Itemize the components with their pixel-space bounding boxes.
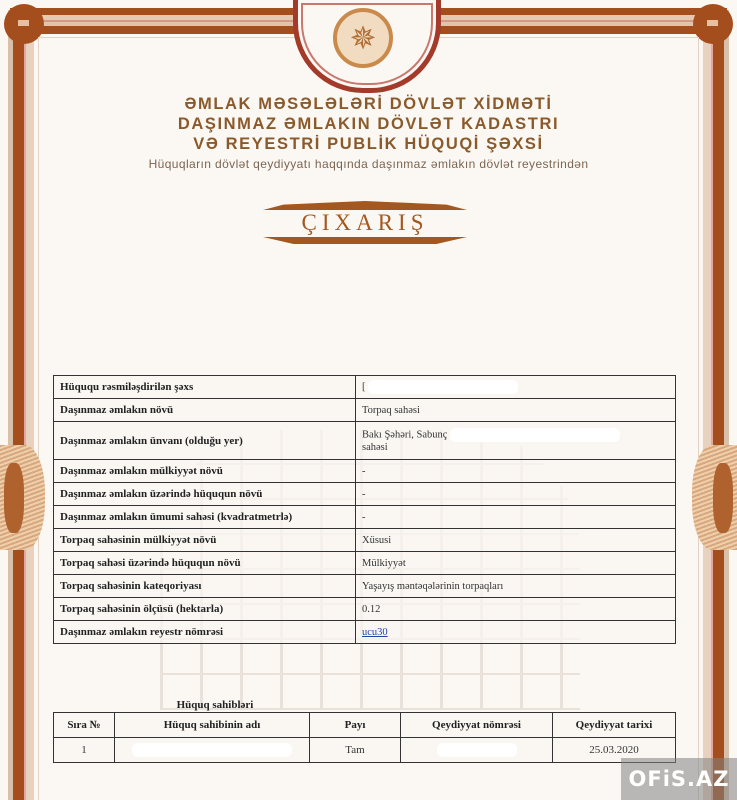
row-label: Daşınmaz əmlakın reyestr nömrəsi: [54, 621, 356, 644]
property-info-table: [53, 375, 676, 644]
column-header-reg-date: Qeydiyyat tarixi: [553, 713, 676, 738]
row-value: Yaşayış məntəqələrinin torpaqları: [356, 575, 676, 598]
header-line-3: VƏ REYESTRİ PUBLİK HÜQUQİ ŞƏXSİ: [193, 135, 544, 153]
header-line-2: DAŞINMAZ ƏMLAKIN DÖVLƏT KADASTRI: [177, 115, 560, 133]
side-medallion-right-icon: [692, 445, 737, 550]
table-row: [54, 575, 676, 598]
row-label: Torpaq sahəsinin kateqoriyası: [54, 575, 356, 598]
row-label: Hüququ rəsmiləşdirilən şəxs: [54, 376, 356, 399]
state-emblem-icon: ✵: [333, 8, 393, 68]
header-line-1: ƏMLAK MƏSƏLƏLƏRİ DÖVLƏT XİDMƏTİ: [184, 95, 553, 113]
column-header-reg-number: Qeydiyyat nömrəsi: [401, 713, 553, 738]
owners-caption: Hüquq sahibləri: [176, 699, 254, 711]
corner-rosette-icon: [693, 4, 733, 44]
document-title-banner: [263, 196, 467, 246]
row-label: Torpaq sahəsinin mülkiyyət növü: [54, 529, 356, 552]
table-row: [54, 598, 676, 621]
row-value: [356, 621, 676, 644]
owner-reg-date: 25.03.2020: [553, 738, 676, 763]
table-row: [54, 376, 676, 399]
row-value: 0.12: [356, 598, 676, 621]
row-label: Daşınmaz əmlakın ünvanı (olduğu yer): [54, 422, 356, 460]
table-row: [54, 621, 676, 644]
table-row: [54, 738, 676, 763]
table-row: [54, 506, 676, 529]
column-header-share: Payı: [310, 713, 401, 738]
row-value: Mülkiyyət: [356, 552, 676, 575]
row-value: -: [356, 506, 676, 529]
side-medallion-left-icon: [0, 445, 45, 550]
redacted-block: [450, 428, 620, 442]
registry-number-link[interactable]: ucu30: [362, 626, 388, 638]
column-header-index: Sıra №: [54, 713, 115, 738]
redacted-block: [437, 743, 517, 757]
table-row: [54, 552, 676, 575]
value-text: Bakı Şəhəri, Sabunç: [362, 429, 448, 441]
row-label: Torpaq sahəsinin ölçüsü (hektarla): [54, 598, 356, 621]
row-value: -: [356, 483, 676, 506]
row-value: [356, 376, 676, 399]
row-label: Daşınmaz əmlakın növü: [54, 399, 356, 422]
table-row: [54, 399, 676, 422]
row-value: [356, 422, 676, 460]
owner-share: Tam: [310, 738, 401, 763]
table-row: [54, 483, 676, 506]
row-label: Daşınmaz əmlakın mülkiyyət növü: [54, 460, 356, 483]
row-label: Daşınmaz əmlakın üzərində hüququn növü: [54, 483, 356, 506]
row-label: Daşınmaz əmlakın ümumi sahəsi (kvadratmetrlə): [54, 506, 356, 529]
redacted-block: [132, 743, 292, 757]
row-label: Torpaq sahəsi üzərində hüququn növü: [54, 552, 356, 575]
header-subtitle: Hüquqların dövlət qeydiyyatı haqqında daşınmaz əmlakın dövlət reyestrindən: [148, 157, 589, 171]
value-text-line-2: sahəsi: [362, 442, 388, 453]
owner-reg-number: [401, 738, 553, 763]
table-row: [54, 529, 676, 552]
row-value: Xüsusi: [356, 529, 676, 552]
document-title: ÇIXARIŞ: [301, 210, 429, 235]
owner-index: 1: [54, 738, 115, 763]
redacted-block: [368, 380, 518, 394]
table-row: [54, 460, 676, 483]
table-row: [54, 422, 676, 460]
owners-header-row: [54, 713, 676, 738]
ofis-watermark-logo: OFiS.AZ: [621, 758, 737, 800]
banner-ornament-bottom: [263, 237, 467, 244]
row-value: -: [356, 460, 676, 483]
value-text: [: [362, 381, 366, 393]
column-header-owner-name: Hüquq sahibinin adı: [115, 713, 310, 738]
owners-table: [53, 712, 676, 763]
banner-ornament-top: [263, 201, 467, 210]
row-value: Torpaq sahəsi: [356, 399, 676, 422]
owner-name: [115, 738, 310, 763]
